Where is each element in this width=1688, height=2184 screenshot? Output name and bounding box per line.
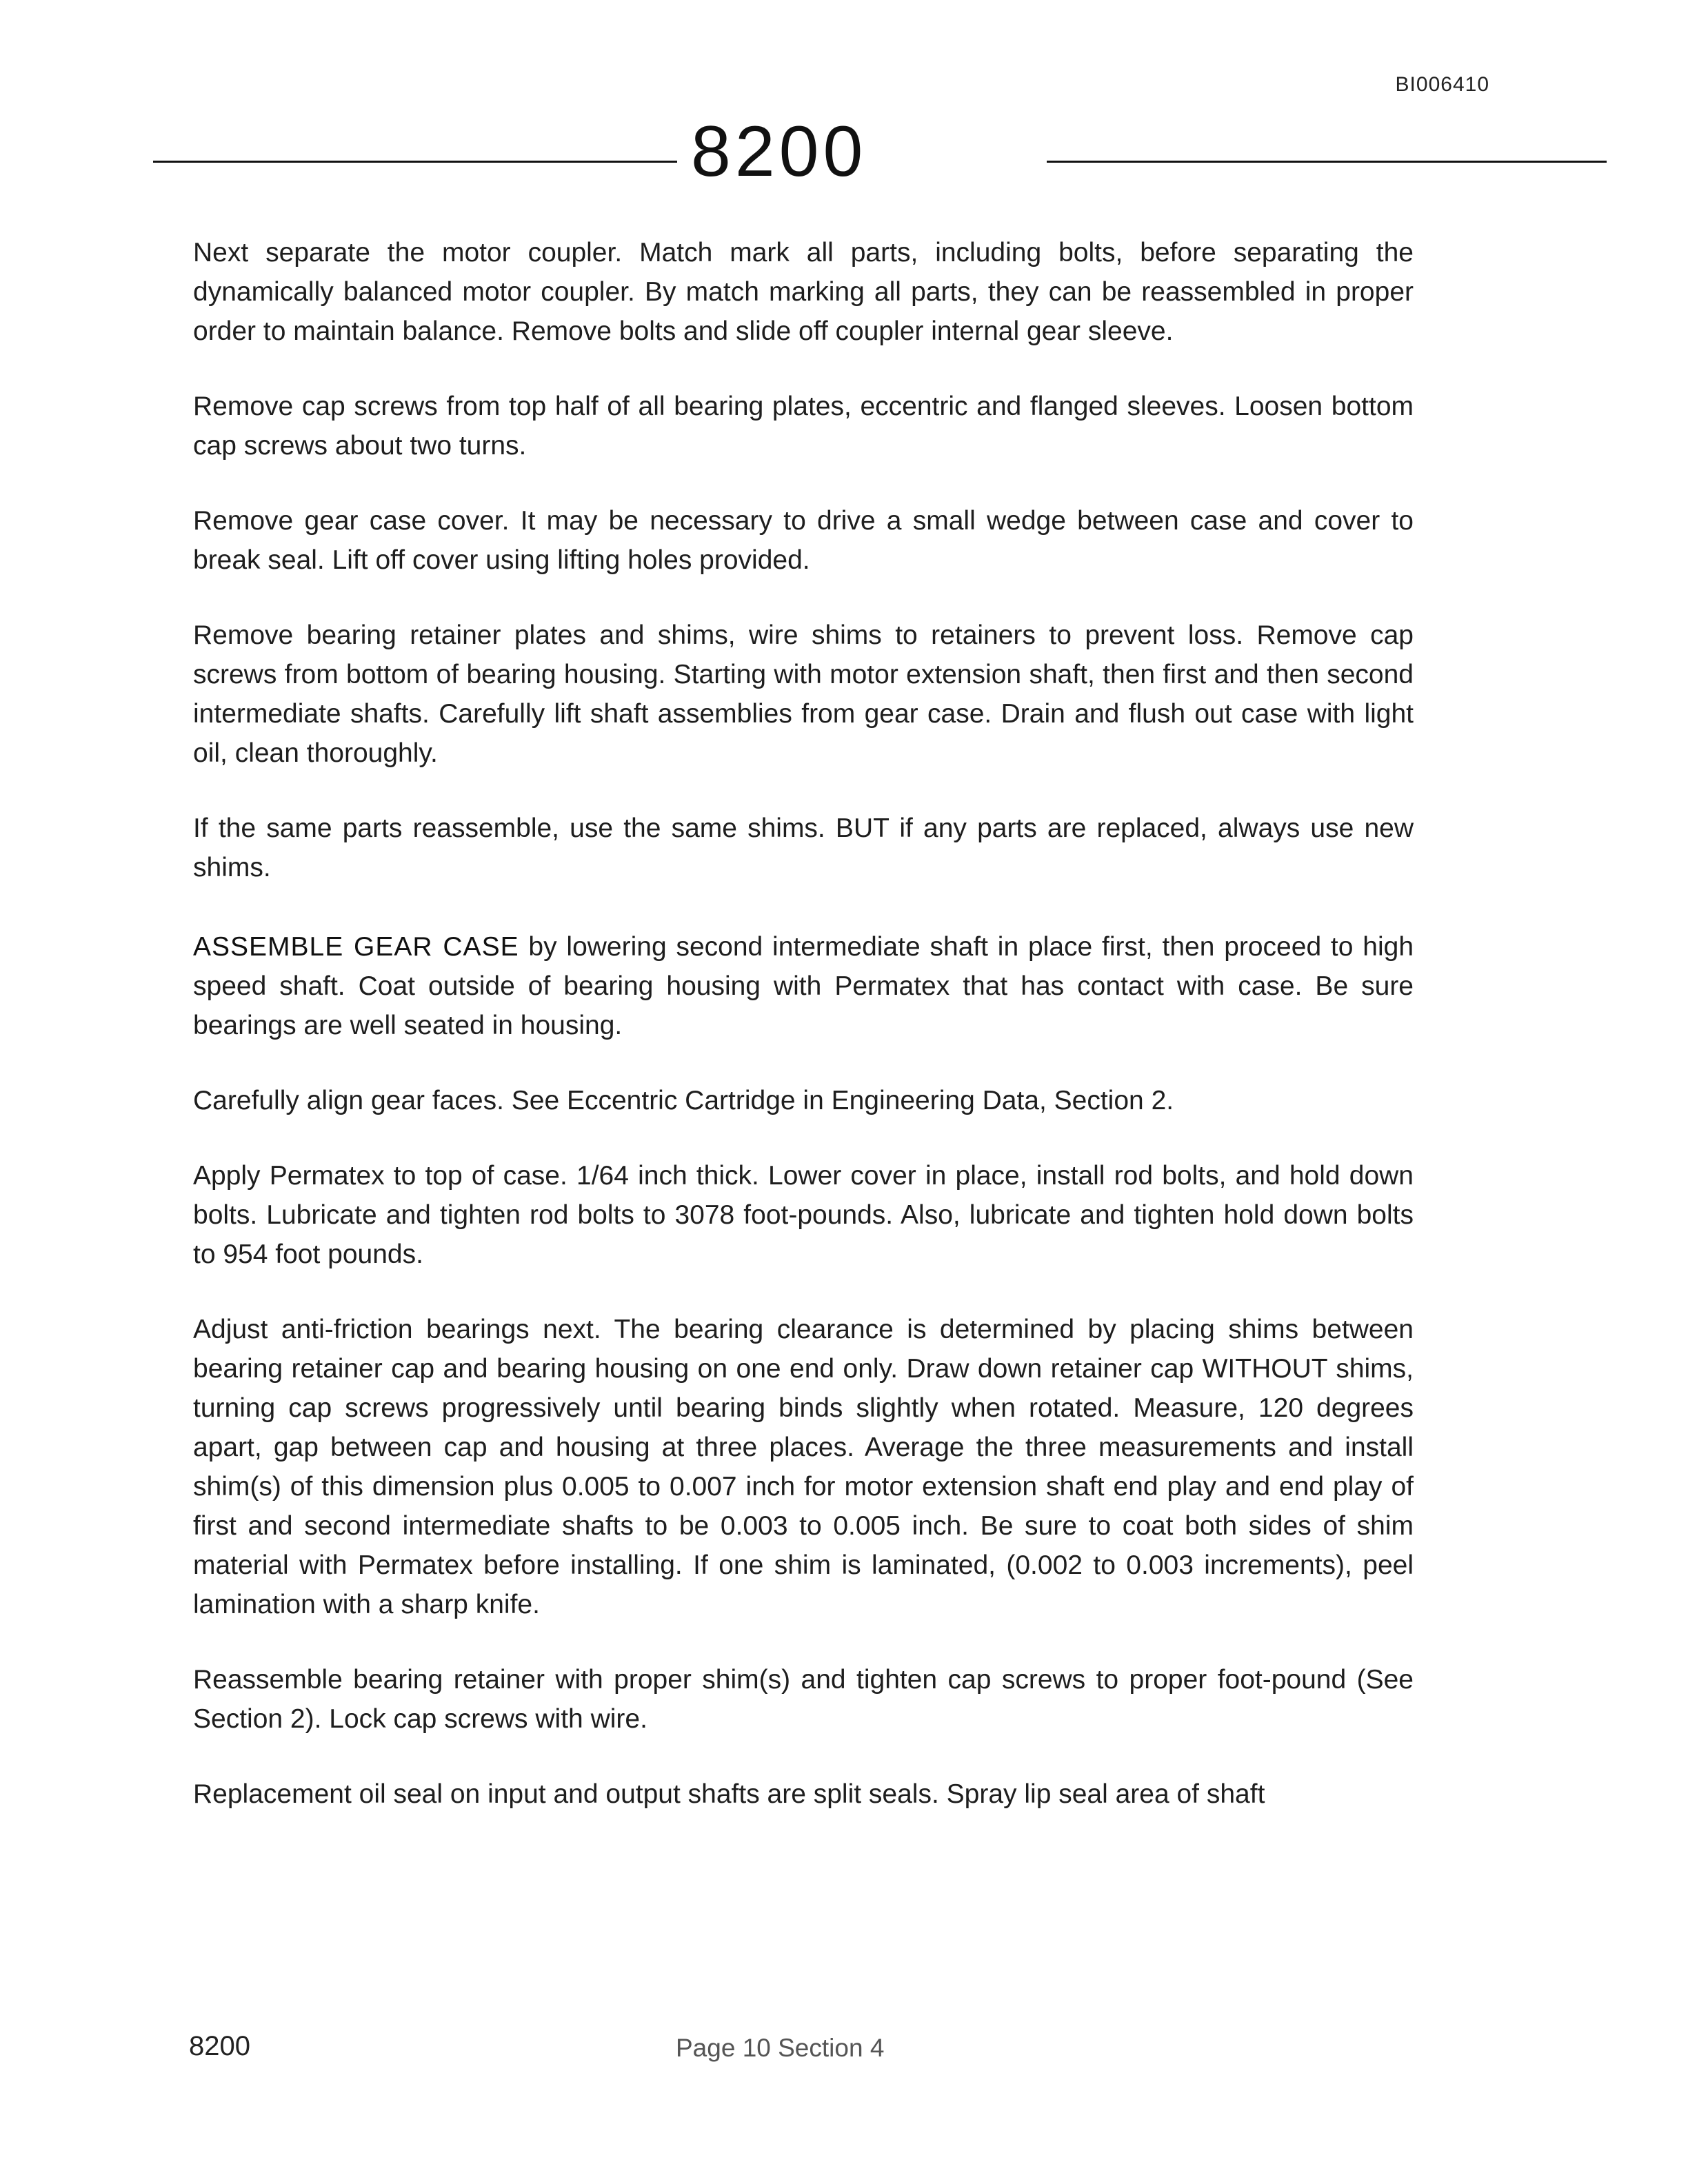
paragraph-2: Remove cap screws from top half of all bearing plates, eccentric and flanged sleeves. Loosen bottom cap screws about two turns. (193, 392, 1414, 461)
paragraph-5: If the same parts reassemble, use the same shims. BUT if any parts are replaced, always use new shims. (193, 813, 1414, 882)
paragraph-10: Reassemble bearing retainer with proper shim(s) and tighten cap screws to proper foot-pound (See Section 2). Lock cap screws with wire. (193, 1665, 1414, 1734)
footer-page-number: Page 10 Section 4 (676, 2034, 885, 2062)
title-rule-right (1047, 161, 1607, 163)
paragraph-9: Adjust anti-friction bearings next. The bearing clearance is determined by placing shims between bearing retainer cap and bearing housing on one end only. Draw down retainer cap WITHOUT shims, turning cap screws progressively until bearing binds slightly when rotated. Measure, 120 degrees apart, gap between cap and housing at three places. Average the three measurements and install shim(s) of this dimension plus 0.005 to 0.007 inch for motor extension shaft end play and end play of first and second intermediate shafts to be 0.003 to 0.005 inch. Be sure to coat both sides of shim material with Permatex before installing. If one shim is laminated, (0.002 to 0.003 increments), peel lamination with a sharp knife. (193, 1315, 1414, 1619)
paragraph-8: Apply Permatex to top of case. 1/64 inch thick. Lower cover in place, install rod bolts, and hold down bolts. Lubricate and tighten rod bolts to 3078 foot-pounds. Also, lubricate and tighten hold down bolts to 954 foot pounds. (193, 1161, 1414, 1269)
paragraph-4: Remove bearing retainer plates and shims, wire shims to retainers to prevent loss. Remove cap screws from bottom of bearing housing. Starting with motor extension shaft, then first and then second intermediate shafts. Carefully lift shaft assemblies from gear case. Drain and flush out case with light oil, clean thoroughly. (193, 620, 1414, 768)
paragraph-3: Remove gear case cover. It may be necessary to drive a small wedge between case and cover to break seal. Lift off cover using lifting holes provided. (193, 506, 1414, 575)
title-row (153, 114, 1452, 190)
title-rule-left (153, 161, 677, 163)
paragraph-7: Carefully align gear faces. See Eccentric Cartridge in Engineering Data, Section 2. (193, 1086, 1174, 1115)
paragraph-11: Replacement oil seal on input and output shafts are split seals. Spray lip seal area of shaft (193, 1779, 1265, 1809)
document-id: BI006410 (1395, 73, 1489, 96)
body-text (193, 233, 1414, 1850)
footer-model-number: 8200 (189, 2031, 250, 2061)
page-title: 8200 (691, 112, 867, 192)
paragraph-1: Next separate the motor coupler. Match mark all parts, including bolts, before separating the dynamically balanced motor coupler. By match marking all parts, they can be reassembled in proper order to maintain balance. Remove bolts and slide off coupler internal gear sleeve. (193, 238, 1414, 346)
paragraph-6: ASSEMBLE GEAR CASE by lowering second intermediate shaft in place first, then proceed to high speed shaft. Coat outside of bearing housing with Permatex that has contact with case. Be sure bearings are well seated in housing. (193, 932, 1414, 1040)
